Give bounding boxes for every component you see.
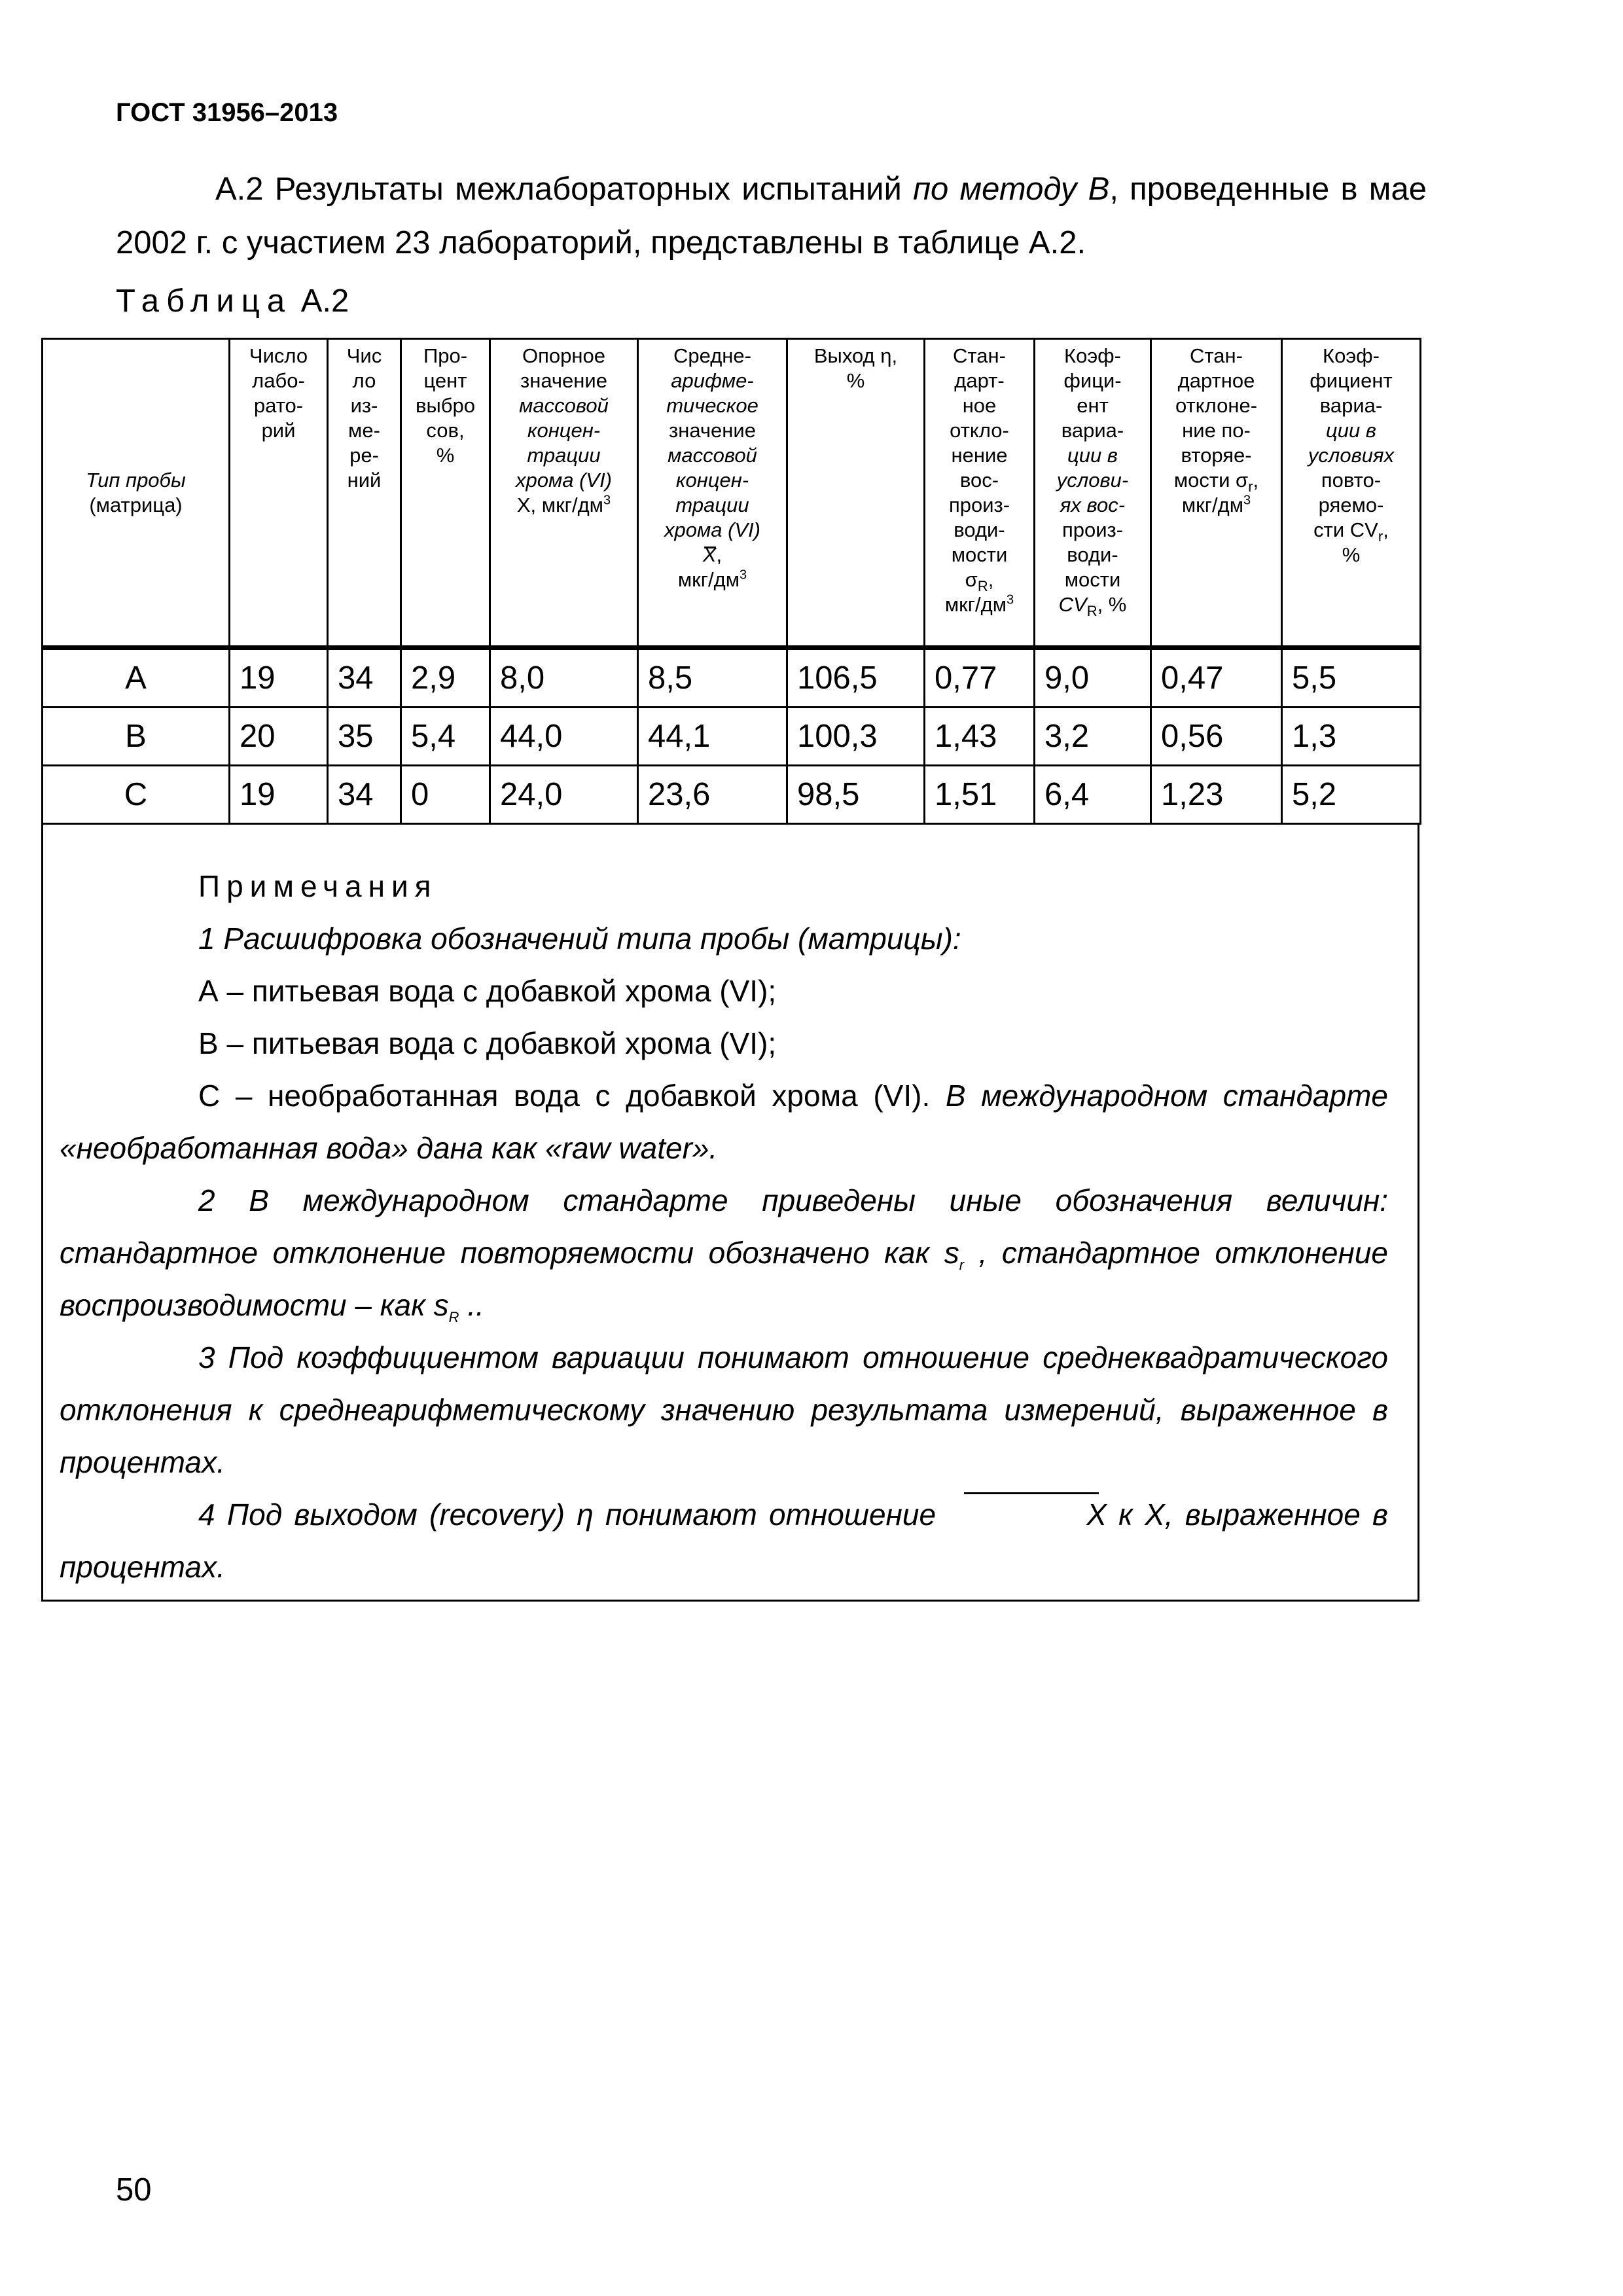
table-caption-number: А.2 — [292, 283, 349, 319]
cell-reference: 8,0 — [490, 648, 638, 708]
header-reproducibility-sd — [925, 339, 1035, 648]
header-text: откло- — [950, 419, 1009, 442]
header-text: ное — [962, 394, 997, 417]
header-text: X, мкг/дм — [516, 493, 603, 516]
note-1: 1 Расшифровка обозначений типа пробы (матрицы): — [198, 922, 961, 956]
header-text: Число — [249, 344, 308, 367]
note-2 — [60, 1174, 1388, 1331]
header-text: мости — [951, 543, 1008, 566]
header-text: лабо- — [252, 369, 305, 392]
note-4-text: 4 Под выходом (recovery) η понимают отношение — [198, 1498, 948, 1532]
note-sample-c-text: С – необработанная вода с добавкой хрома (VI). — [198, 1079, 946, 1113]
cell-labs: 20 — [230, 708, 328, 766]
header-text: (матрица) — [89, 493, 183, 516]
header-text: , — [988, 568, 994, 591]
header-text: значение — [669, 419, 756, 442]
note-2-text: , стандартное отклонение воспроизводимости – как s — [60, 1236, 1388, 1322]
cell-labs: 19 — [230, 766, 328, 824]
header-text: выбро — [416, 394, 475, 417]
cell-measurements: 35 — [328, 708, 401, 766]
header-superscript: 3 — [603, 493, 611, 508]
cell-sd-reproducibility: 1,51 — [925, 766, 1035, 824]
header-text: мкг/дм — [944, 593, 1007, 616]
header-text: ние по- — [1182, 419, 1251, 442]
page-number: 50 — [116, 2172, 152, 2208]
table-row — [43, 708, 1421, 766]
cell-sd-repeatability: 1,23 — [1151, 766, 1282, 824]
cell-reference: 44,0 — [490, 708, 638, 766]
header-text: дарт- — [954, 369, 1005, 392]
header-reproducibility-cv — [1035, 339, 1151, 648]
header-text: трации — [527, 444, 601, 467]
header-sample-type — [43, 339, 230, 648]
header-text: ент — [1077, 394, 1109, 417]
cell-cv-repeatability: 1,3 — [1282, 708, 1421, 766]
cell-recovery: 100,3 — [787, 708, 925, 766]
header-reference-value — [490, 339, 638, 648]
header-text: тическое — [666, 394, 758, 417]
header-text: Стан- — [953, 344, 1006, 367]
header-text: фициент — [1310, 369, 1393, 392]
header-subscript: R — [977, 578, 988, 595]
cell-cv-reproducibility: 6,4 — [1035, 766, 1151, 824]
intro-method: по методу В — [913, 171, 1110, 207]
header-text: массовой — [519, 394, 609, 417]
cell-sd-repeatability: 0,56 — [1151, 708, 1282, 766]
header-text: произ- — [1061, 518, 1124, 541]
header-text: концен- — [527, 419, 601, 442]
header-superscript: 3 — [1243, 493, 1251, 508]
intro-suffix: , проведенные в мае 2002 г. с участием 23 лабораторий, представлены в таблице А.2. — [116, 171, 1427, 260]
header-text: мости σ — [1173, 469, 1249, 492]
notes-section — [41, 825, 1419, 1602]
header-text: услови- — [1056, 469, 1129, 492]
header-text: ции в — [1067, 444, 1118, 467]
header-text: ряемо- — [1318, 493, 1384, 516]
header-text: , — [1383, 518, 1389, 541]
header-text: фици- — [1063, 369, 1122, 392]
note-sample-c — [60, 1069, 1388, 1174]
header-superscript: 3 — [1007, 592, 1014, 607]
notes-heading: Примечания — [198, 869, 438, 903]
header-text: води- — [954, 518, 1005, 541]
header-text: ции в — [1325, 419, 1376, 442]
table-caption-label: Таблица — [116, 283, 293, 319]
note-sample-a: А – питьевая вода с добавкой хрома (VI); — [198, 974, 777, 1008]
header-text: Стан- — [1190, 344, 1243, 367]
header-text: отклоне- — [1175, 394, 1258, 417]
header-text: ний — [347, 469, 382, 492]
document-code: ГОСТ 31956–2013 — [116, 98, 338, 127]
header-text: рий — [261, 419, 296, 442]
cell-sd-reproducibility: 1,43 — [925, 708, 1035, 766]
header-text: , % — [1097, 593, 1127, 616]
cell-reference: 24,0 — [490, 766, 638, 824]
cell-recovery: 106,5 — [787, 648, 925, 708]
header-text: CV — [1058, 593, 1087, 616]
header-text: ме- — [348, 419, 380, 442]
header-text: арифме- — [671, 369, 754, 392]
x-bar-symbol: X — [948, 1488, 1107, 1541]
results-table-container — [41, 338, 1419, 1602]
header-text: % — [436, 444, 455, 467]
header-outliers-percent — [401, 339, 490, 648]
header-text: , — [1253, 469, 1259, 492]
cell-mean: 8,5 — [638, 648, 787, 708]
note-sample-c-remark: В международном стандарте «необработанная вода» дана как «raw water». — [60, 1079, 1388, 1165]
header-text: вариа- — [1061, 419, 1124, 442]
header-text: , — [716, 543, 722, 566]
header-subscript: R — [1086, 603, 1097, 620]
header-labs-count — [230, 339, 328, 648]
header-text: Про- — [423, 344, 468, 367]
header-text: повто- — [1321, 469, 1382, 492]
note-4 — [60, 1488, 1388, 1593]
header-repeatability-cv — [1282, 339, 1421, 648]
cell-sample-type: B — [43, 708, 230, 766]
header-text: из- — [350, 394, 378, 417]
intro-prefix: А.2 Результаты межлабораторных испытаний — [215, 171, 914, 207]
header-text: ло — [352, 369, 376, 392]
note-2-subscript: r — [959, 1257, 965, 1274]
header-text: Выход η, — [813, 344, 898, 367]
header-text: хрома (VI) — [515, 469, 613, 492]
header-text: дартное — [1177, 369, 1255, 392]
header-text: рато- — [253, 394, 304, 417]
header-text: мкг/дм — [677, 568, 740, 591]
note-2-text: 2 В международном стандарте приведены иные обозначения величин: стандартное отклонение повторяемости обозначено как s — [60, 1183, 1388, 1270]
cell-sample-type: A — [43, 648, 230, 708]
results-table — [41, 338, 1421, 825]
header-text: Коэф- — [1323, 344, 1380, 367]
header-text: сов, — [426, 419, 465, 442]
header-text: Тип пробы — [86, 468, 186, 492]
cell-cv-repeatability: 5,5 — [1282, 648, 1421, 708]
table-row — [43, 766, 1421, 824]
intro-paragraph — [116, 162, 1427, 270]
header-measurements-count — [328, 339, 401, 648]
header-text: вторяе- — [1181, 444, 1252, 467]
table-row — [43, 648, 1421, 708]
header-text: мкг/дм — [1181, 493, 1244, 516]
cell-sd-reproducibility: 0,77 — [925, 648, 1035, 708]
header-text: вариа- — [1319, 394, 1383, 417]
cell-mean: 44,1 — [638, 708, 787, 766]
header-text: трации — [675, 493, 749, 516]
note-3: 3 Под коэффициентом вариации понимают отношение среднеквадратического отклонения к среднеарифметическому значению результата измерений, выраженное в процентах. — [60, 1340, 1388, 1479]
header-subscript: r — [1378, 528, 1383, 545]
header-text: ях вос- — [1060, 493, 1126, 516]
cell-measurements: 34 — [328, 766, 401, 824]
cell-measurements: 34 — [328, 648, 401, 708]
header-text: массовой — [668, 444, 757, 467]
header-text: % — [1342, 543, 1361, 566]
header-text: хрома (VI) — [664, 518, 761, 541]
cell-mean: 23,6 — [638, 766, 787, 824]
header-text: произ- — [948, 493, 1010, 516]
header-text: значение — [520, 369, 607, 392]
cell-cv-reproducibility: 3,2 — [1035, 708, 1151, 766]
header-text: условиях — [1308, 444, 1395, 467]
header-text: нение — [951, 444, 1008, 467]
cell-outliers: 5,4 — [401, 708, 490, 766]
header-superscript: 3 — [740, 567, 747, 583]
note-4-text: к X, выраженное в процентах. — [60, 1498, 1388, 1584]
header-recovery — [787, 339, 925, 648]
header-text: вос- — [959, 469, 999, 492]
cell-recovery: 98,5 — [787, 766, 925, 824]
header-mean-value — [638, 339, 787, 648]
header-text: сти CV — [1313, 518, 1378, 541]
note-2-text: .. — [459, 1288, 484, 1322]
header-subscript: r — [1248, 478, 1253, 495]
header-text: Опорное — [522, 344, 605, 367]
header-text: % — [846, 369, 865, 392]
note-sample-b: В – питьевая вода с добавкой хрома (VI); — [198, 1026, 777, 1060]
header-text: концен- — [675, 469, 749, 492]
header-text: Чис — [346, 344, 382, 367]
x-bar-symbol: X — [702, 543, 717, 566]
header-text: мости — [1064, 568, 1121, 591]
header-repeatability-sd — [1151, 339, 1282, 648]
cell-sample-type: C — [43, 766, 230, 824]
cell-sd-repeatability: 0,47 — [1151, 648, 1282, 708]
cell-labs: 19 — [230, 648, 328, 708]
cell-outliers: 0 — [401, 766, 490, 824]
header-text: ре- — [349, 444, 379, 467]
header-text: води- — [1067, 543, 1118, 566]
cell-cv-reproducibility: 9,0 — [1035, 648, 1151, 708]
table-header-row — [43, 339, 1421, 648]
header-text: Средне- — [673, 344, 751, 367]
table-caption — [116, 283, 349, 319]
header-text: цент — [423, 369, 467, 392]
cell-outliers: 2,9 — [401, 648, 490, 708]
note-2-subscript: R — [448, 1309, 459, 1326]
cell-cv-repeatability: 5,2 — [1282, 766, 1421, 824]
header-text: Коэф- — [1064, 344, 1121, 367]
header-text: σ — [965, 568, 978, 591]
